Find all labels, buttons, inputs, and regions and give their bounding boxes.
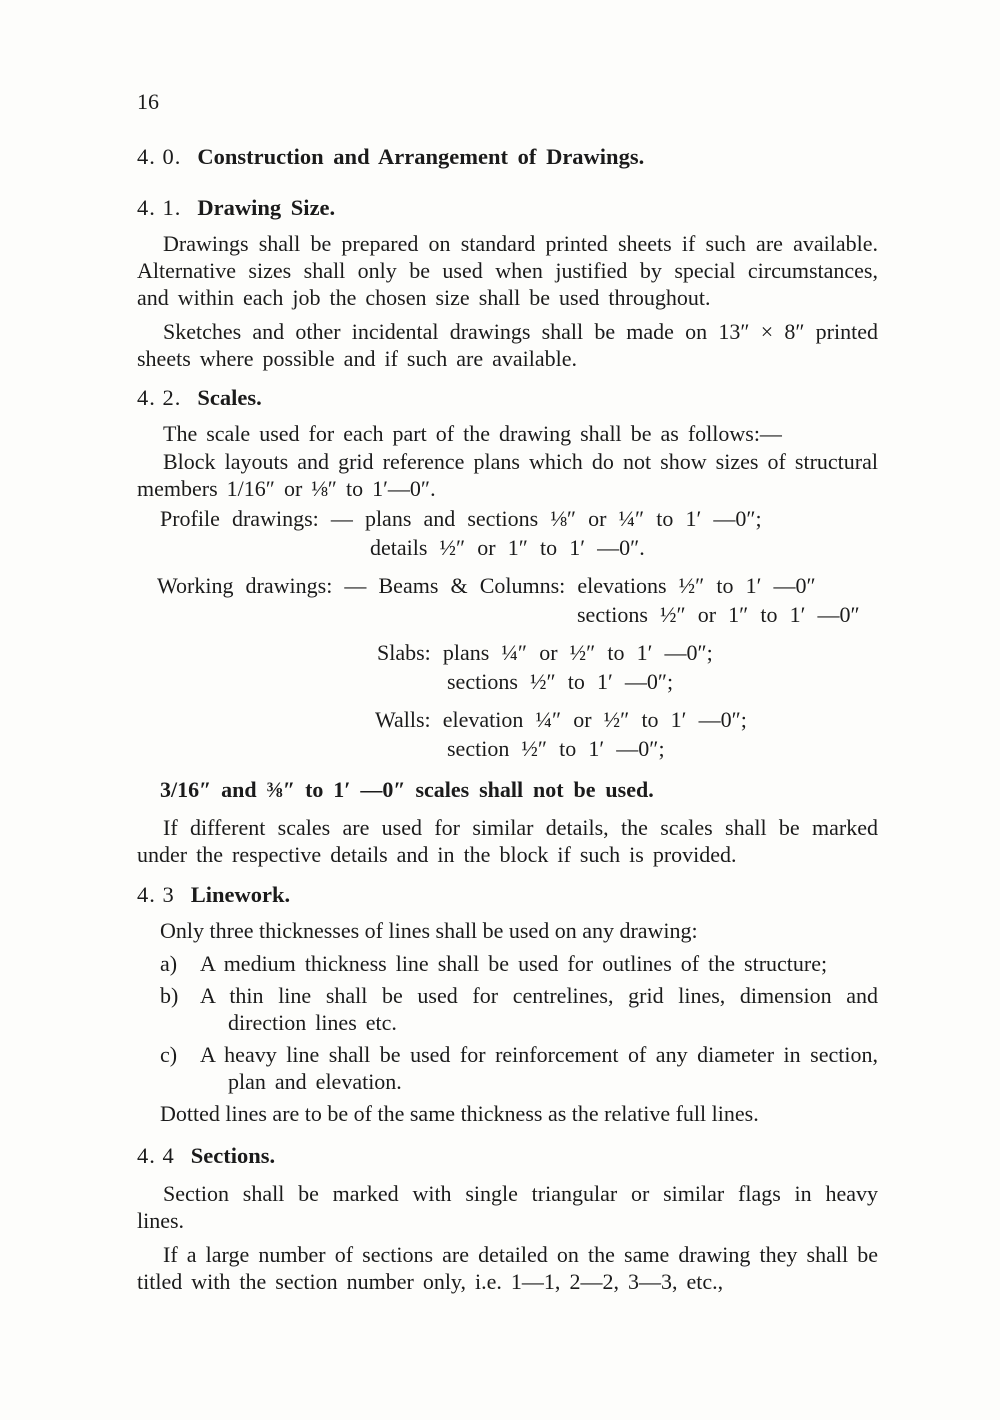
page-number: 16 xyxy=(137,89,159,114)
heading-4-3 xyxy=(137,881,878,908)
heading-4-2-title: Scales. xyxy=(197,385,262,410)
page-content xyxy=(137,88,878,1302)
scale-line-walls: Walls: elevation ¼″ or ½″ to 1′ —0″; xyxy=(375,707,747,732)
heading-4-4 xyxy=(137,1142,878,1169)
heading-4-2 xyxy=(137,384,878,411)
scale-line-details: details ½″ or 1″ to 1′ —0″. xyxy=(370,535,645,560)
list-item-b xyxy=(137,982,878,1036)
scale-line-working: Working drawings: — Beams & Columns: elevations ½″ to 1′ —0″ xyxy=(157,573,816,598)
list-item-c-text: A heavy line shall be used for reinforcement of any diameter in section, plan and elevation. xyxy=(200,1042,878,1094)
para-different-scales: If different scales are used for similar details, the scales shall be marked under the respective details and in the block if such is provided. xyxy=(137,815,878,867)
scale-line-slabs: Slabs: plans ¼″ or ½″ to 1′ —0″; xyxy=(377,640,713,665)
para-drawing-size-1: Drawings shall be prepared on standard printed sheets if such are available. Alternative sizes shall only be used when justified by special circumstances, and within each job the chosen size shall be used throughout. xyxy=(137,231,878,310)
heading-4-1-number: 4. 1. xyxy=(137,195,182,220)
heading-4-1 xyxy=(137,194,878,221)
list-item-c-marker: c) xyxy=(160,1042,178,1067)
scale-list xyxy=(137,504,878,763)
list-item-c xyxy=(137,1041,878,1095)
heading-4-2-number: 4. 2. xyxy=(137,385,182,410)
rule-scales-not-used: 3/16″ and ⅜″ to 1′ —0″ scales shall not be used. xyxy=(160,777,654,802)
heading-4-0-title: Construction and Arrangement of Drawings. xyxy=(197,144,645,169)
scale-line-slab-sections: sections ½″ to 1′ —0″; xyxy=(447,669,674,694)
heading-4-3-title: Linework. xyxy=(190,882,291,907)
heading-4-0-number: 4. 0. xyxy=(137,144,182,169)
para-sections-2: If a large number of sections are detailed on the same drawing they shall be titled with the section number only, i.e. 1—1, 2—2, 3—3, etc., xyxy=(137,1242,878,1294)
scale-line-beam-sections: sections ½″ or 1″ to 1′ —0″ xyxy=(577,602,860,627)
heading-4-4-title: Sections. xyxy=(190,1143,276,1168)
scale-line-profile: Profile drawings: — plans and sections ⅛″ or ¼″ to 1′ —0″; xyxy=(160,506,762,531)
para-drawing-size-2: Sketches and other incidental drawings shall be made on 13″ × 8″ printed sheets where possible and if such are available. xyxy=(137,319,878,371)
list-item-a-marker: a) xyxy=(160,951,178,976)
list-item-b-text: A thin line shall be used for centrelines, grid lines, dimension and direction lines etc. xyxy=(200,983,878,1035)
heading-4-0 xyxy=(137,143,878,170)
para-block-layouts: Block layouts and grid reference plans which do not show sizes of structural members 1/16″ or ⅛″ to 1′—0″. xyxy=(137,449,878,501)
list-item-b-marker: b) xyxy=(160,983,179,1008)
para-scales-intro: The scale used for each part of the drawing shall be as follows:— xyxy=(163,421,782,446)
heading-4-3-number: 4. 3 xyxy=(137,882,175,907)
list-item-a-text: A medium thickness line shall be used for outlines of the structure; xyxy=(200,951,828,976)
list-item-a xyxy=(137,950,878,977)
para-linework-intro: Only three thicknesses of lines shall be used on any drawing: xyxy=(160,918,698,943)
scale-line-wall-section: section ½″ to 1′ —0″; xyxy=(447,736,665,761)
heading-4-4-number: 4. 4 xyxy=(137,1143,175,1168)
para-sections-1: Section shall be marked with single triangular or similar flags in heavy lines. xyxy=(137,1181,878,1233)
heading-4-1-title: Drawing Size. xyxy=(197,195,336,220)
para-dotted-lines: Dotted lines are to be of the same thickness as the relative full lines. xyxy=(160,1101,759,1126)
